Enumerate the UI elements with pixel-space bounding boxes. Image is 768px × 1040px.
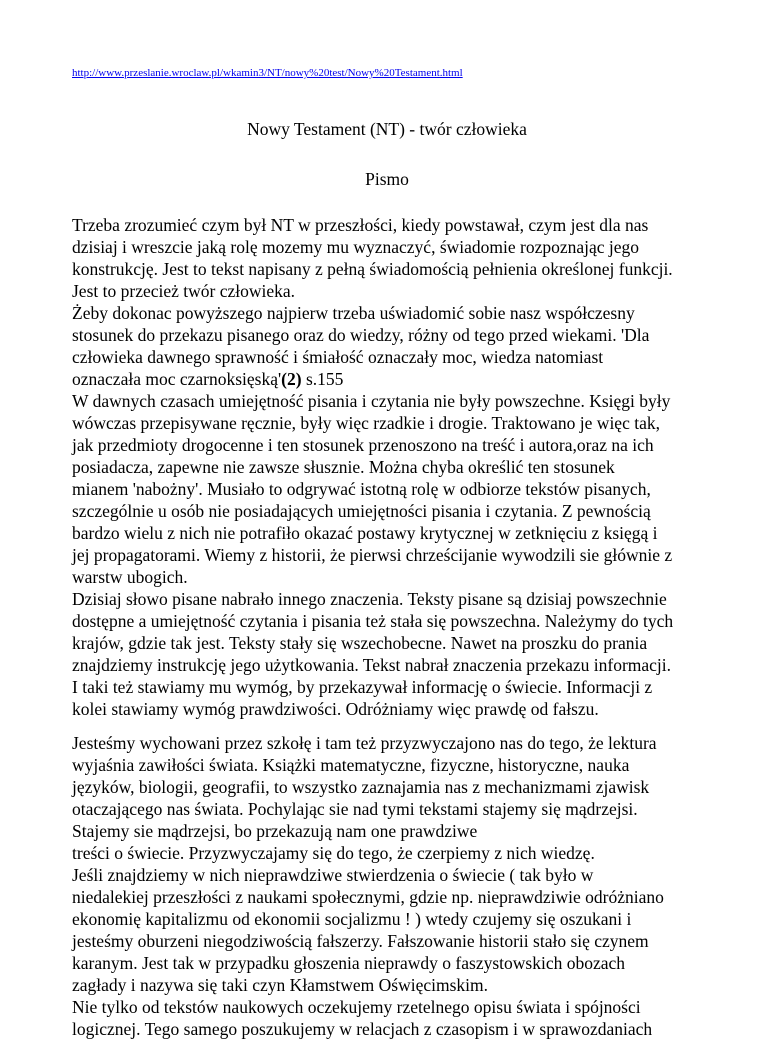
text-line: ekonomię kapitalizmu od ekonomii socjalizmu ! ) wtedy czujemy się oszukani i — [72, 909, 632, 929]
text-line: konstrukcję. Jest to tekst napisany z pełną świadomością pełnienia określonej funkcji. — [72, 259, 673, 279]
text-line: niedalekiej przeszłości z naukami społecznymi, gdzie np. nieprawdziwie odróżniano — [72, 887, 664, 907]
text-line: Stajemy sie mądrzejsi, bo przekazują nam one prawdziwe — [72, 821, 478, 841]
text-line: W dawnych czasach umiejętność pisania i czytania nie były powszechne. Księgi były — [72, 391, 671, 411]
text-line: znajdziemy instrukcję jego użytkowania. Tekst nabrał znaczenia przekazu informacji. — [72, 655, 672, 675]
text-line: posiadacza, zapewne nie zawsze słusznie. Można chyba określić ten stosunek — [72, 457, 615, 477]
text-line: stosunek do przekazu pisanego oraz do wiedzy, różny od tego przed wiekami. 'Dla — [72, 325, 650, 345]
text-line: Jesteśmy wychowani przez szkołę i tam też przyzwyczajono nas do tego, że lektura — [72, 733, 657, 753]
text-line: człowieka dawnego sprawność i śmiałość oznaczały moc, wiedza natomiast — [72, 347, 604, 367]
page-reference: s.155 — [301, 369, 344, 389]
text-line: krajów, gdzie tak jest. Teksty stały się wszechobecne. Nawet na proszku do prania — [72, 633, 648, 653]
text-line: mianem 'nabożny'. Musiało to odgrywać istotną rolę w odbiorze tekstów pisanych, — [72, 479, 651, 499]
text-line: języków, biologii, geografii, to wszystko zaznajamia nas z mechanizmami zjawisk — [72, 777, 650, 797]
text-line: logicznej. Tego samego poszukujemy w relacjach z czasopism i w sprawozdaniach — [72, 1019, 653, 1039]
text-line: zagłady i nazywa się taki czyn Kłamstwem Oświęcimskim. — [72, 975, 488, 995]
text-line: Trzeba zrozumieć czym był NT w przeszłości, kiedy powstawał, czym jest dla nas — [72, 215, 649, 235]
text-line: wyjaśnia zawiłości świata. Książki matematyczne, fizyczne, historyczne, nauka — [72, 755, 630, 775]
text-line: otaczającego nas świata. Pochylając sie nad tymi tekstami stajemy się mądrzejsi. — [72, 799, 638, 819]
citation-marker: (2) — [281, 369, 302, 389]
text-line: dostępne a umiejętność czytania i pisania też stała się powszechna. Należymy do tych — [72, 611, 674, 631]
text-line: Nie tylko od tekstów naukowych oczekujemy rzetelnego opisu świata i spójności — [72, 997, 641, 1017]
text-line: jesteśmy oburzeni niegodziwością fałszerzy. Fałszowanie historii stało się czynem — [72, 931, 649, 951]
text-line: warstw ubogich. — [72, 567, 188, 587]
text-line: szczególnie u osób nie posiadających umiejętności pisania i czytania. Z pewnością — [72, 501, 651, 521]
text-line: Dzisiaj słowo pisane nabrało innego znaczenia. Teksty pisane są dzisiaj powszechnie — [72, 589, 667, 609]
source-url-link[interactable]: http://www.przeslanie.wroclaw.pl/wkamin3/NT/nowy%20test/Nowy%20Testament.html — [72, 67, 463, 79]
paragraph-1 — [72, 214, 702, 720]
text-line: dzisiaj i wreszcie jaką rolę mozemy mu wyznaczyć, świadomie rozpoznając jego — [72, 237, 640, 257]
text-line-with-citation — [72, 368, 702, 390]
text-line: Żeby dokonac powyższego najpierw trzeba uświadomić sobie nasz współczesny — [72, 303, 635, 323]
text-line: bardzo wielu z nich nie potrafiło okazać postawy krytycznej w zetknięciu z księgą i — [72, 523, 658, 543]
text-line: I taki też stawiamy mu wymóg, by przekazywał informację o świecie. Informacji z — [72, 677, 653, 697]
text-line: jej propagatorami. Wiemy z historii, że pierwsi chrześcijanie wywodzili sie głównie z — [72, 545, 673, 565]
text-line: Jest to przecież twór człowieka. — [72, 281, 296, 301]
text-line: jak przedmioty drogocenne i ten stosunek przenoszono na treść i autora,oraz na ich — [72, 435, 654, 455]
text-line: wówczas przepisywane ręcznie, były więc rzadkie i drogie. Traktowano je więc tak, — [72, 413, 660, 433]
text-line: treści o świecie. Przyzwyczajamy się do tego, że czerpiemy z nich wiedzę. — [72, 843, 595, 863]
text-line: kolei stawiamy wymóg prawdziwości. Odróżniamy więc prawdę od fałszu. — [72, 699, 599, 719]
document-page — [72, 66, 702, 1040]
section-heading: Pismo — [365, 169, 409, 189]
document-title: Nowy Testament (NT) - twór człowieka — [247, 119, 527, 139]
text-line: Jeśli znajdziemy w nich nieprawdziwe stwierdzenia o świecie ( tak było w — [72, 865, 594, 885]
text-line: karanym. Jest tak w przypadku głoszenia nieprawdy o faszystowskich obozach — [72, 953, 626, 973]
quote-end-text: oznaczała moc czarnoksięską' — [72, 369, 282, 389]
